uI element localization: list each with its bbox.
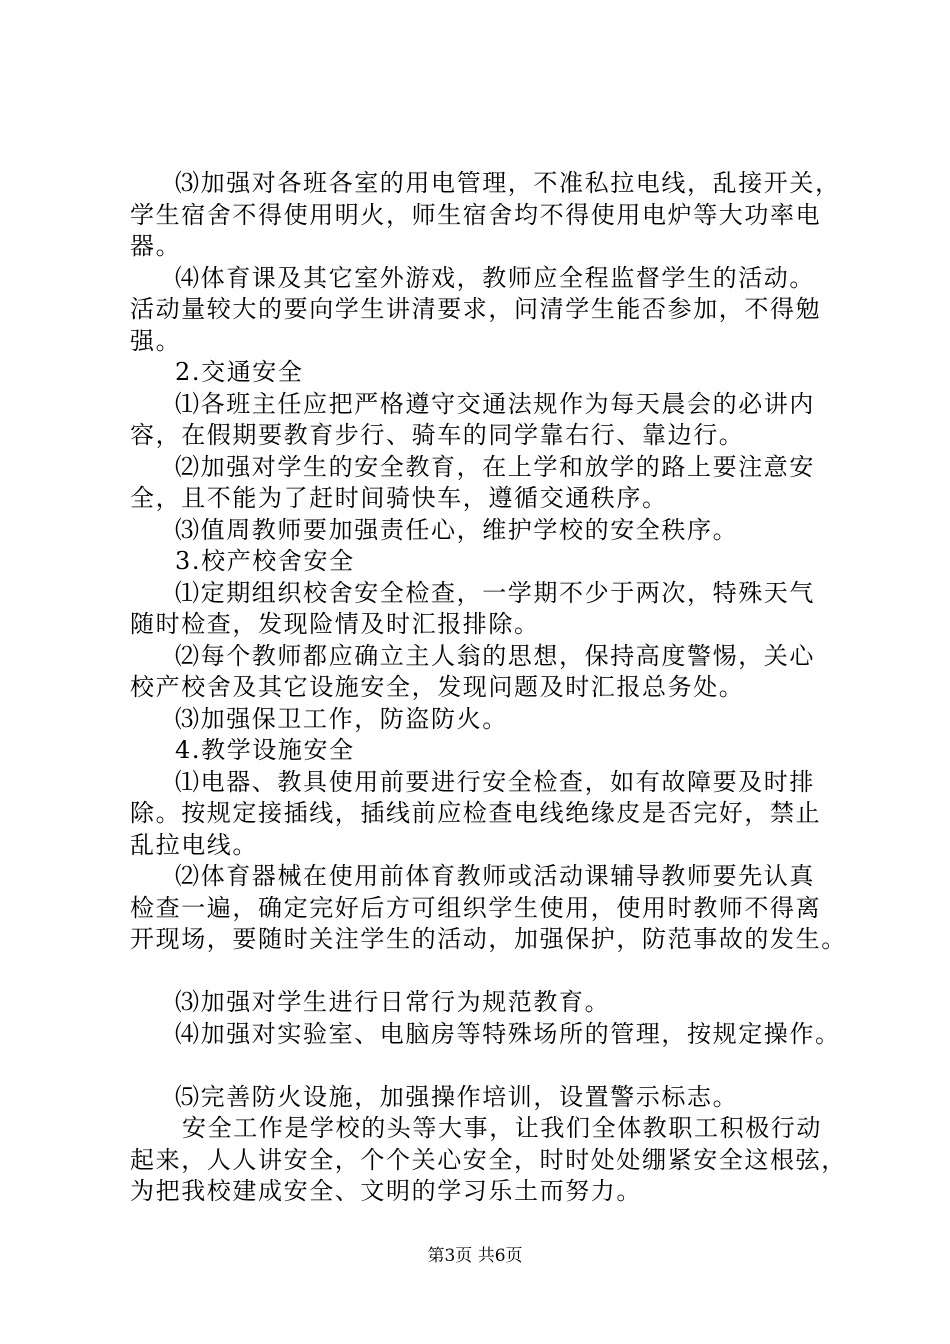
text-line: 活动量较大的要向学生讲清要求，问清学生能否参加，不得勉 xyxy=(130,295,822,323)
text-line: 开现场，要随时关注学生的活动，加强保护，防范事故的发生。 xyxy=(130,925,847,953)
text-line: 校产校舍及其它设施安全，发现问题及时汇报总务处。 xyxy=(130,673,745,701)
text-line: 除。按规定接插线，插线前应检查电线绝缘皮是否完好，禁止 xyxy=(130,799,822,827)
text-line: ⑵体育器械在使用前体育教师或活动课辅导教师要先认真 xyxy=(175,862,815,890)
text-line: 乱拉电线。 xyxy=(130,830,258,859)
text-line: 安全工作是学校的头等大事，让我们全体教职工积极行动 xyxy=(182,1114,822,1142)
text-line: 学生宿舍不得使用明火，师生宿舍均不得使用电炉等大功率电 xyxy=(130,200,822,229)
page-footer: 第3页 共6页 xyxy=(427,1246,523,1266)
text-line: ⑴定期组织校舍安全检查，一学期不少于两次，特殊天气 xyxy=(175,578,815,607)
text-line: 4.教学设施安全 xyxy=(175,736,355,764)
text-line: 检查一遍，确定完好后方可组织学生使用，使用时教师不得离 xyxy=(130,893,822,922)
text-line: 随时检查，发现险情及时汇报排除。 xyxy=(130,610,540,638)
text-line: ⑵加强对学生的安全教育，在上学和放学的路上要注意安 xyxy=(175,452,815,481)
paragraph-spacer xyxy=(130,956,840,988)
text-line: 全，且不能为了赶时间骑快车，遵循交通秩序。 xyxy=(130,484,668,512)
text-line: ⑸完善防火设施，加强操作培训，设置警示标志。 xyxy=(175,1082,739,1111)
text-line: ⑶加强保卫工作，防盗防火。 xyxy=(175,704,508,733)
text-line: ⑶加强对各班各室的用电管理，不准私拉电线，乱接开关， xyxy=(175,169,841,197)
text-line: ⑷体育课及其它室外游戏，教师应全程监督学生的活动。 xyxy=(175,263,815,292)
text-line: ⑴各班主任应把严格遵守交通法规作为每天晨会的必讲内 xyxy=(175,389,815,418)
text-line: 3.校产校舍安全 xyxy=(175,547,355,575)
text-line: ⑵每个教师都应确立主人翁的思想，保持高度警惕，关心 xyxy=(175,641,815,670)
document-body xyxy=(130,168,847,1208)
paragraph-spacer xyxy=(130,1050,840,1082)
text-line: 器。 xyxy=(130,232,182,260)
text-line: 容，在假期要教育步行、骑车的同学靠右行、靠边行。 xyxy=(130,421,745,449)
text-line: ⑶值周教师要加强责任心，维护学校的安全秩序。 xyxy=(175,515,739,544)
text-line: 强。 xyxy=(130,326,182,355)
text-line: 为把我校建成安全、文明的学习乐土而努力。 xyxy=(130,1177,642,1205)
text-line: ⑷加强对实验室、电脑房等特殊场所的管理，按规定操作。 xyxy=(175,1019,841,1048)
text-line: ⑶加强对学生进行日常行为规范教育。 xyxy=(175,988,611,1016)
text-line: 起来，人人讲安全，个个关心安全，时时处处绷紧安全这根弦， xyxy=(130,1145,847,1174)
text-line: ⑴电器、教具使用前要进行安全检查，如有故障要及时排 xyxy=(175,767,815,796)
text-line: 2.交通安全 xyxy=(175,358,304,386)
